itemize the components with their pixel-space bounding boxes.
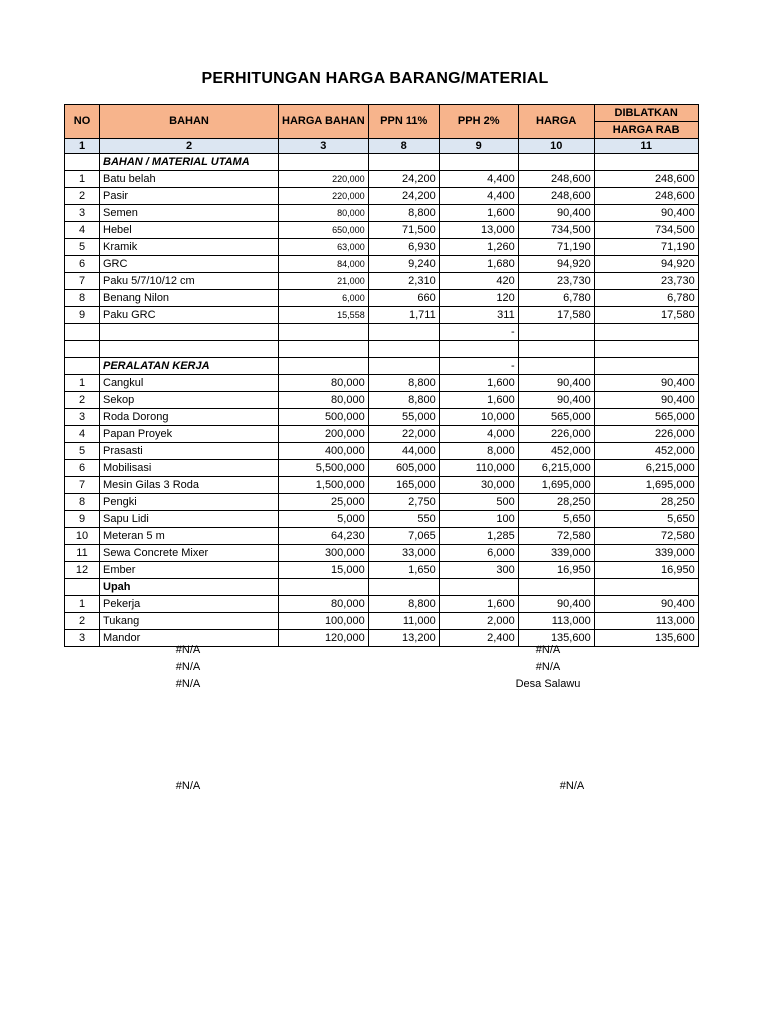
cell-harga-bahan: 1,500,000 <box>279 477 369 494</box>
cell-pph: 1,680 <box>439 256 518 273</box>
cell-ppn: 165,000 <box>368 477 439 494</box>
table-row <box>65 613 699 630</box>
cell-no <box>65 358 100 375</box>
cell-ppn: 8,800 <box>368 375 439 392</box>
header-ppn: PPN 11% <box>368 105 439 139</box>
cell-bahan: Mandor <box>100 630 279 647</box>
cell-harga-rab: 28,250 <box>594 494 698 511</box>
table-row <box>65 562 699 579</box>
cell-harga-bahan <box>279 579 369 596</box>
cell-no: 3 <box>65 409 100 426</box>
cell-bahan: Tukang <box>100 613 279 630</box>
cell-bahan: Paku 5/7/10/12 cm <box>100 273 279 290</box>
table-row <box>65 443 699 460</box>
cell-harga-rab <box>594 341 698 358</box>
cell-harga-rab: 90,400 <box>594 392 698 409</box>
column-number: 11 <box>594 139 698 154</box>
table-row <box>65 409 699 426</box>
header-no: NO <box>65 105 100 139</box>
column-number-row <box>65 139 699 154</box>
cell-ppn: 7,065 <box>368 528 439 545</box>
cell-harga-rab <box>594 324 698 341</box>
cell-ppn: 9,240 <box>368 256 439 273</box>
cell-bahan <box>100 324 279 341</box>
footer-left-line-1: #N/A <box>175 644 201 656</box>
section-title: Upah <box>100 579 279 596</box>
section-title: BAHAN / MATERIAL UTAMA <box>100 154 279 171</box>
cell-pph: 4,400 <box>439 171 518 188</box>
cell-harga: 17,580 <box>518 307 594 324</box>
cell-pph: 110,000 <box>439 460 518 477</box>
cell-pph: 2,000 <box>439 613 518 630</box>
cell-ppn: 13,200 <box>368 630 439 647</box>
cell-pph <box>439 154 518 171</box>
footer-right-signature: #N/A <box>559 780 585 792</box>
cell-harga-bahan: 650,000 <box>279 222 369 239</box>
cell-harga: 6,215,000 <box>518 460 594 477</box>
cell-no: 3 <box>65 630 100 647</box>
cell-harga: 71,190 <box>518 239 594 256</box>
cell-bahan: Batu belah <box>100 171 279 188</box>
cell-ppn: 2,750 <box>368 494 439 511</box>
cell-ppn <box>368 324 439 341</box>
cell-ppn: 550 <box>368 511 439 528</box>
table-row <box>65 239 699 256</box>
cell-ppn <box>368 579 439 596</box>
cell-harga: 6,780 <box>518 290 594 307</box>
cell-harga-rab: 248,600 <box>594 188 698 205</box>
cell-pph: 1,600 <box>439 205 518 222</box>
cell-harga-bahan: 80,000 <box>279 392 369 409</box>
cell-harga-rab: 113,000 <box>594 613 698 630</box>
cell-pph <box>439 341 518 358</box>
cell-harga-bahan: 80,000 <box>279 205 369 222</box>
cell-harga-rab: 17,580 <box>594 307 698 324</box>
cell-ppn: 8,800 <box>368 596 439 613</box>
table-row <box>65 222 699 239</box>
cell-pph: 6,000 <box>439 545 518 562</box>
material-price-table <box>64 104 699 647</box>
cell-pph: 10,000 <box>439 409 518 426</box>
cell-bahan: Roda Dorong <box>100 409 279 426</box>
cell-ppn: 24,200 <box>368 171 439 188</box>
table-row <box>65 375 699 392</box>
cell-ppn: 11,000 <box>368 613 439 630</box>
cell-pph: - <box>439 324 518 341</box>
cell-harga-rab <box>594 579 698 596</box>
cell-ppn: 2,310 <box>368 273 439 290</box>
cell-pph: 1,600 <box>439 392 518 409</box>
cell-harga-bahan <box>279 358 369 375</box>
cell-bahan: Semen <box>100 205 279 222</box>
table-row <box>65 205 699 222</box>
cell-harga-rab: 565,000 <box>594 409 698 426</box>
cell-harga-bahan: 15,000 <box>279 562 369 579</box>
cell-harga: 90,400 <box>518 392 594 409</box>
table-row <box>65 528 699 545</box>
cell-bahan: Ember <box>100 562 279 579</box>
cell-harga <box>518 324 594 341</box>
footer-left-line-2: #N/A <box>175 661 201 673</box>
cell-no: 7 <box>65 273 100 290</box>
cell-pph: 1,600 <box>439 596 518 613</box>
cell-pph: 1,285 <box>439 528 518 545</box>
table-row <box>65 273 699 290</box>
cell-harga: 90,400 <box>518 596 594 613</box>
table-body <box>65 154 699 647</box>
cell-harga-bahan: 6,000 <box>279 290 369 307</box>
cell-ppn: 1,650 <box>368 562 439 579</box>
cell-harga-bahan: 100,000 <box>279 613 369 630</box>
cell-no: 1 <box>65 171 100 188</box>
table-row <box>65 596 699 613</box>
cell-pph: 4,400 <box>439 188 518 205</box>
cell-harga-rab: 16,950 <box>594 562 698 579</box>
table-row <box>65 426 699 443</box>
cell-harga <box>518 579 594 596</box>
cell-harga-rab <box>594 154 698 171</box>
cell-no <box>65 154 100 171</box>
cell-harga-rab: 135,600 <box>594 630 698 647</box>
cell-no: 1 <box>65 596 100 613</box>
cell-pph: 311 <box>439 307 518 324</box>
cell-harga-bahan: 84,000 <box>279 256 369 273</box>
footer-right-line-1: #N/A <box>535 644 561 656</box>
cell-harga: 113,000 <box>518 613 594 630</box>
cell-no <box>65 324 100 341</box>
cell-ppn <box>368 341 439 358</box>
cell-bahan: Benang Nilon <box>100 290 279 307</box>
cell-bahan: Prasasti <box>100 443 279 460</box>
cell-harga-bahan: 80,000 <box>279 596 369 613</box>
footer-left-line-3: #N/A <box>175 678 201 690</box>
cell-harga-bahan: 15,558 <box>279 307 369 324</box>
cell-harga-rab: 94,920 <box>594 256 698 273</box>
cell-ppn: 8,800 <box>368 392 439 409</box>
cell-harga-rab: 226,000 <box>594 426 698 443</box>
cell-pph: 30,000 <box>439 477 518 494</box>
cell-bahan <box>100 341 279 358</box>
cell-bahan: Sapu Lidi <box>100 511 279 528</box>
cell-pph: 500 <box>439 494 518 511</box>
cell-no: 5 <box>65 239 100 256</box>
cell-pph: 100 <box>439 511 518 528</box>
cell-harga-rab: 90,400 <box>594 205 698 222</box>
table-row <box>65 545 699 562</box>
cell-no: 4 <box>65 222 100 239</box>
cell-harga: 94,920 <box>518 256 594 273</box>
cell-no: 2 <box>65 392 100 409</box>
table-row <box>65 460 699 477</box>
column-number: 1 <box>65 139 100 154</box>
cell-pph: 420 <box>439 273 518 290</box>
cell-harga-rab: 5,650 <box>594 511 698 528</box>
cell-no: 10 <box>65 528 100 545</box>
cell-bahan: Cangkul <box>100 375 279 392</box>
cell-pph: 1,260 <box>439 239 518 256</box>
cell-no: 1 <box>65 375 100 392</box>
cell-pph <box>439 579 518 596</box>
header-harga-bahan: HARGA BAHAN <box>279 105 369 139</box>
table-row <box>65 188 699 205</box>
cell-pph: - <box>439 358 518 375</box>
cell-no: 8 <box>65 494 100 511</box>
table-row <box>65 477 699 494</box>
cell-ppn: 8,800 <box>368 205 439 222</box>
cell-ppn: 605,000 <box>368 460 439 477</box>
cell-no: 5 <box>65 443 100 460</box>
column-number: 2 <box>100 139 279 154</box>
footer-left-signature: #N/A <box>175 780 201 792</box>
cell-harga: 135,600 <box>518 630 594 647</box>
column-number: 3 <box>279 139 369 154</box>
cell-bahan: Sekop <box>100 392 279 409</box>
cell-pph: 120 <box>439 290 518 307</box>
cell-bahan: Pengki <box>100 494 279 511</box>
cell-harga-bahan: 300,000 <box>279 545 369 562</box>
section-title: PERALATAN KERJA <box>100 358 279 375</box>
cell-harga-bahan: 500,000 <box>279 409 369 426</box>
cell-harga: 90,400 <box>518 375 594 392</box>
header-harga-rab: HARGA RAB <box>594 122 698 139</box>
cell-no: 2 <box>65 613 100 630</box>
cell-no <box>65 341 100 358</box>
cell-harga: 734,500 <box>518 222 594 239</box>
cell-harga-bahan <box>279 154 369 171</box>
table-row <box>65 511 699 528</box>
table-row <box>65 290 699 307</box>
header-pph: PPH 2% <box>439 105 518 139</box>
cell-harga-rab: 71,190 <box>594 239 698 256</box>
page-title: PERHITUNGAN HARGA BARANG/MATERIAL <box>201 70 549 87</box>
cell-bahan: Pekerja <box>100 596 279 613</box>
cell-harga-rab: 6,215,000 <box>594 460 698 477</box>
cell-harga-rab: 72,580 <box>594 528 698 545</box>
cell-no: 12 <box>65 562 100 579</box>
section-header-row <box>65 358 699 375</box>
cell-harga-rab: 23,730 <box>594 273 698 290</box>
cell-ppn: 55,000 <box>368 409 439 426</box>
cell-ppn: 44,000 <box>368 443 439 460</box>
cell-bahan: GRC <box>100 256 279 273</box>
footer-right-line-2: #N/A <box>535 661 561 673</box>
header-bahan: BAHAN <box>100 105 279 139</box>
cell-harga-bahan: 80,000 <box>279 375 369 392</box>
cell-harga-rab: 734,500 <box>594 222 698 239</box>
cell-harga: 339,000 <box>518 545 594 562</box>
cell-harga-bahan <box>279 341 369 358</box>
cell-no: 2 <box>65 188 100 205</box>
cell-harga: 90,400 <box>518 205 594 222</box>
cell-harga: 452,000 <box>518 443 594 460</box>
cell-bahan: Kramik <box>100 239 279 256</box>
table-row <box>65 171 699 188</box>
table-row <box>65 392 699 409</box>
cell-bahan: Paku GRC <box>100 307 279 324</box>
cell-harga-bahan: 400,000 <box>279 443 369 460</box>
cell-ppn <box>368 358 439 375</box>
blank-row <box>65 341 699 358</box>
header-dibulatkan: DIBLATKAN <box>594 105 698 122</box>
column-number: 9 <box>439 139 518 154</box>
cell-ppn: 660 <box>368 290 439 307</box>
table-row <box>65 256 699 273</box>
cell-harga: 248,600 <box>518 188 594 205</box>
header-harga: HARGA <box>518 105 594 139</box>
cell-no: 6 <box>65 460 100 477</box>
cell-bahan: Sewa Concrete Mixer <box>100 545 279 562</box>
cell-no: 11 <box>65 545 100 562</box>
cell-harga-rab: 90,400 <box>594 375 698 392</box>
cell-harga: 23,730 <box>518 273 594 290</box>
cell-harga <box>518 358 594 375</box>
cell-no: 4 <box>65 426 100 443</box>
cell-harga-bahan <box>279 324 369 341</box>
cell-harga-bahan: 25,000 <box>279 494 369 511</box>
cell-harga: 16,950 <box>518 562 594 579</box>
section-header-row <box>65 154 699 171</box>
cell-harga <box>518 341 594 358</box>
column-number: 10 <box>518 139 594 154</box>
cell-harga-rab: 452,000 <box>594 443 698 460</box>
cell-bahan: Papan Proyek <box>100 426 279 443</box>
cell-no: 8 <box>65 290 100 307</box>
cell-bahan: Hebel <box>100 222 279 239</box>
cell-ppn <box>368 154 439 171</box>
cell-harga-bahan: 63,000 <box>279 239 369 256</box>
blank-row <box>65 324 699 341</box>
cell-harga: 28,250 <box>518 494 594 511</box>
cell-ppn: 71,500 <box>368 222 439 239</box>
cell-bahan: Mesin Gilas 3 Roda <box>100 477 279 494</box>
cell-harga-rab: 1,695,000 <box>594 477 698 494</box>
cell-bahan: Pasir <box>100 188 279 205</box>
footer-village-name: Desa Salawu <box>515 678 581 690</box>
cell-harga: 1,695,000 <box>518 477 594 494</box>
cell-no: 9 <box>65 307 100 324</box>
cell-harga-bahan: 220,000 <box>279 171 369 188</box>
cell-ppn: 1,711 <box>368 307 439 324</box>
cell-no: 3 <box>65 205 100 222</box>
cell-ppn: 24,200 <box>368 188 439 205</box>
cell-harga-rab: 248,600 <box>594 171 698 188</box>
cell-harga-rab: 6,780 <box>594 290 698 307</box>
section-header-row <box>65 579 699 596</box>
cell-pph: 2,400 <box>439 630 518 647</box>
cell-bahan: Meteran 5 m <box>100 528 279 545</box>
cell-no: 7 <box>65 477 100 494</box>
cell-ppn: 6,930 <box>368 239 439 256</box>
cell-pph: 13,000 <box>439 222 518 239</box>
cell-harga-rab: 90,400 <box>594 596 698 613</box>
cell-no <box>65 579 100 596</box>
cell-harga-bahan: 5,000 <box>279 511 369 528</box>
cell-pph: 1,600 <box>439 375 518 392</box>
cell-harga-rab: 339,000 <box>594 545 698 562</box>
cell-harga: 226,000 <box>518 426 594 443</box>
cell-no: 9 <box>65 511 100 528</box>
table-row <box>65 494 699 511</box>
table-row <box>65 307 699 324</box>
cell-harga <box>518 154 594 171</box>
cell-bahan: Mobilisasi <box>100 460 279 477</box>
cell-harga: 248,600 <box>518 171 594 188</box>
cell-pph: 4,000 <box>439 426 518 443</box>
cell-no: 6 <box>65 256 100 273</box>
cell-harga-bahan: 21,000 <box>279 273 369 290</box>
cell-ppn: 33,000 <box>368 545 439 562</box>
cell-ppn: 22,000 <box>368 426 439 443</box>
cell-harga: 72,580 <box>518 528 594 545</box>
cell-pph: 8,000 <box>439 443 518 460</box>
cell-harga-bahan: 120,000 <box>279 630 369 647</box>
cell-harga-bahan: 5,500,000 <box>279 460 369 477</box>
cell-pph: 300 <box>439 562 518 579</box>
cell-harga-rab <box>594 358 698 375</box>
cell-harga-bahan: 200,000 <box>279 426 369 443</box>
cell-harga: 5,650 <box>518 511 594 528</box>
cell-harga-bahan: 64,230 <box>279 528 369 545</box>
cell-harga: 565,000 <box>518 409 594 426</box>
cell-harga-bahan: 220,000 <box>279 188 369 205</box>
column-number: 8 <box>368 139 439 154</box>
